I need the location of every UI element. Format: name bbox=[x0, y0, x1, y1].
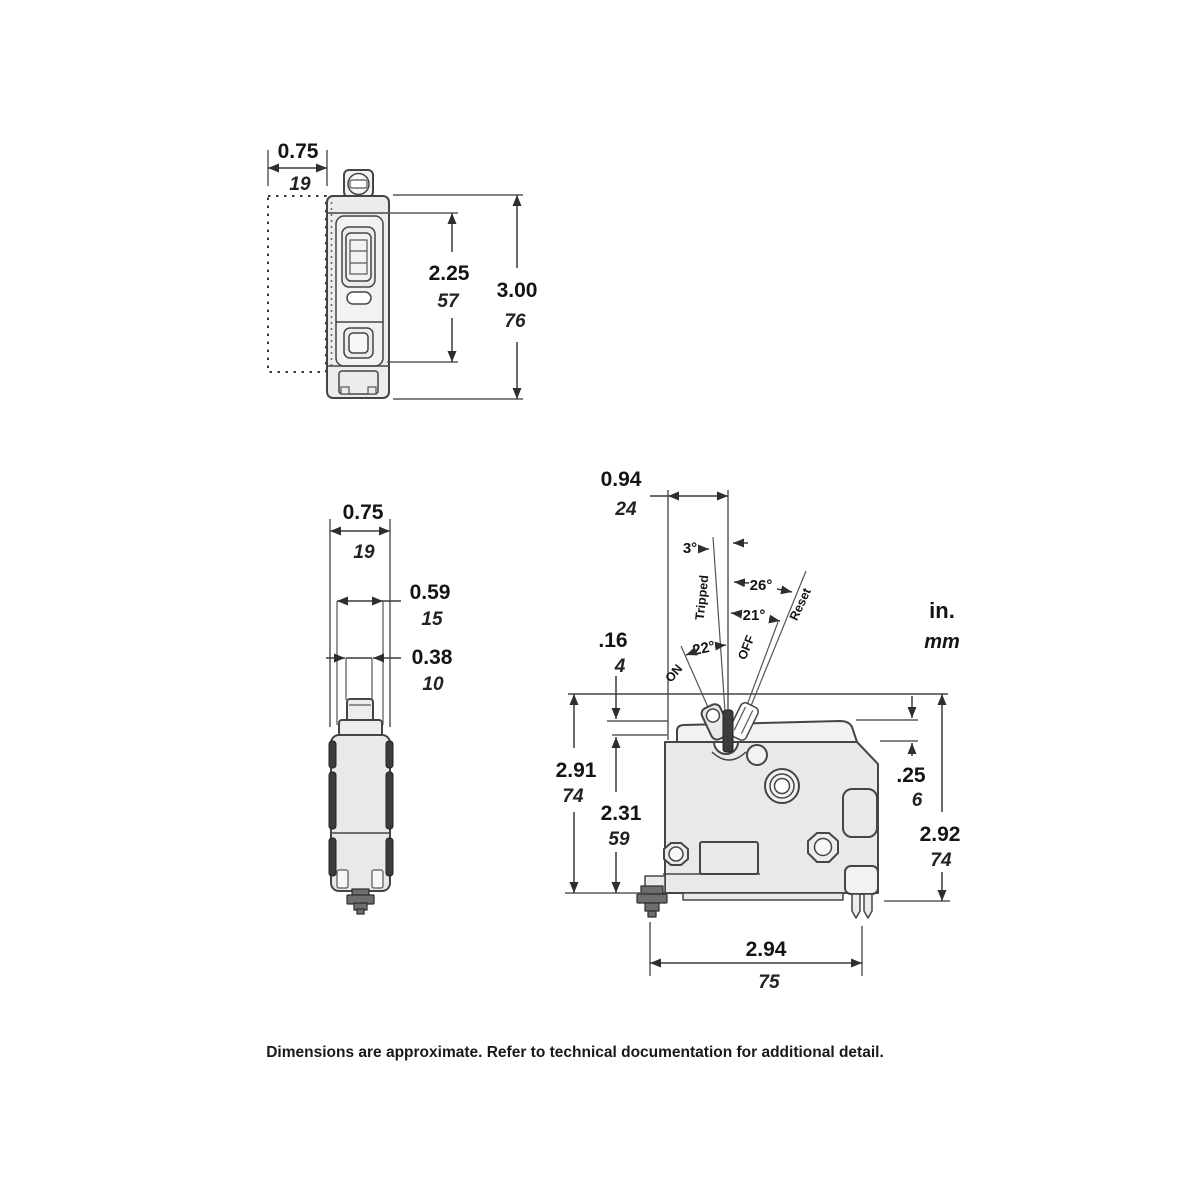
front-overall-height-in: 3.00 bbox=[496, 279, 538, 302]
mounting-hole-inner bbox=[775, 779, 790, 794]
handle-offset-mm: 24 bbox=[615, 499, 637, 520]
reset-angle-label: 26° bbox=[749, 577, 773, 594]
units-inches-label: in. bbox=[929, 598, 955, 623]
overall-height-left-dimension bbox=[556, 694, 597, 893]
cap-height-mm: 6 bbox=[911, 790, 923, 811]
side-view bbox=[556, 468, 961, 993]
on-position-label: ON bbox=[662, 661, 686, 686]
front-inner-height-dimension bbox=[387, 213, 470, 362]
body-height-mm: 59 bbox=[608, 829, 630, 850]
plug-on-jaw bbox=[845, 866, 878, 918]
clip-foot bbox=[341, 387, 349, 394]
handle-clearance-in: .16 bbox=[598, 629, 628, 652]
rating-window-slot bbox=[347, 292, 371, 304]
off-position-label: OFF bbox=[735, 633, 758, 662]
reset-position-label: Reset bbox=[786, 585, 814, 623]
adjacent-pole-dashed-outline bbox=[268, 196, 326, 372]
on-angle-label: 22° bbox=[691, 637, 717, 660]
overall-height-left-in: 2.91 bbox=[555, 759, 597, 782]
side-grip-bar bbox=[386, 741, 393, 768]
top-width-mm: 19 bbox=[353, 542, 375, 563]
handle-clearance-dimension bbox=[598, 629, 627, 719]
front-view bbox=[268, 140, 537, 399]
body-height-in: 2.31 bbox=[600, 802, 642, 825]
handle-bat bbox=[723, 710, 733, 752]
front-breaker-body bbox=[327, 170, 389, 398]
front-overall-height-dimension bbox=[393, 195, 537, 399]
front-inner-height-in: 2.25 bbox=[428, 262, 470, 285]
handle-offset-dimension bbox=[601, 468, 728, 520]
units-legend bbox=[924, 598, 960, 653]
cap-height-in: .25 bbox=[896, 764, 926, 787]
top-handle-width-mm: 10 bbox=[422, 674, 444, 695]
side-breaker-body bbox=[637, 701, 878, 918]
cap-height-dimension bbox=[896, 696, 926, 811]
label-recess bbox=[700, 842, 758, 874]
front-width-in: 0.75 bbox=[277, 140, 319, 163]
front-inner-height-mm: 57 bbox=[437, 291, 459, 312]
case-notch bbox=[337, 870, 348, 888]
line-terminal-assembly bbox=[637, 876, 667, 917]
front-overall-height-mm: 76 bbox=[504, 311, 526, 332]
overall-width-dimension bbox=[650, 922, 862, 993]
handle-offset-in: 0.94 bbox=[600, 468, 642, 491]
top-width-dimension bbox=[330, 501, 390, 727]
case-bottom-lip bbox=[683, 893, 843, 900]
side-grip-bar bbox=[329, 838, 336, 876]
side-grip-bar bbox=[386, 838, 393, 876]
clip-foot bbox=[368, 387, 376, 394]
case-notch bbox=[372, 870, 383, 888]
trip-indicator-port bbox=[747, 745, 767, 765]
overall-height-right-dimension bbox=[920, 694, 961, 901]
lower-boss-hole bbox=[815, 839, 832, 856]
terminal-screw-slot bbox=[350, 180, 367, 188]
load-terminal-screw bbox=[347, 889, 374, 914]
top-body-width-in: 0.59 bbox=[409, 581, 451, 604]
body-height-dimension bbox=[601, 737, 642, 893]
side-latch-recess bbox=[843, 789, 877, 837]
test-button bbox=[349, 333, 368, 353]
top-case bbox=[331, 735, 390, 891]
overall-height-right-mm: 74 bbox=[930, 850, 952, 871]
tripped-angle-label: 3° bbox=[682, 540, 698, 557]
top-breaker-body bbox=[329, 699, 393, 914]
side-grip-bar bbox=[386, 772, 393, 829]
tripped-position-label: Tripped bbox=[692, 574, 712, 621]
side-grip-bar bbox=[329, 741, 336, 768]
side-grip-bar bbox=[329, 772, 336, 829]
top-handle-width-in: 0.38 bbox=[411, 646, 453, 669]
front-width-dimension bbox=[268, 140, 327, 195]
overall-width-in: 2.94 bbox=[745, 938, 787, 961]
units-mm-label: mm bbox=[924, 631, 960, 653]
handle-clearance-mm: 4 bbox=[614, 656, 626, 677]
top-body-width-mm: 15 bbox=[421, 609, 443, 630]
top-width-in: 0.75 bbox=[342, 501, 384, 524]
front-width-mm: 19 bbox=[289, 174, 311, 195]
case-cap bbox=[677, 721, 857, 742]
top-view bbox=[326, 501, 453, 914]
off-angle-label: 21° bbox=[742, 607, 766, 624]
left-boss-hole bbox=[669, 847, 683, 861]
caption: Dimensions are approximate. Refer to technical documentation for additional detail. bbox=[266, 1044, 884, 1061]
overall-height-right-in: 2.92 bbox=[919, 823, 961, 846]
overall-width-mm: 75 bbox=[758, 972, 780, 993]
handle-collar bbox=[339, 720, 382, 736]
overall-height-left-mm: 74 bbox=[562, 786, 584, 807]
